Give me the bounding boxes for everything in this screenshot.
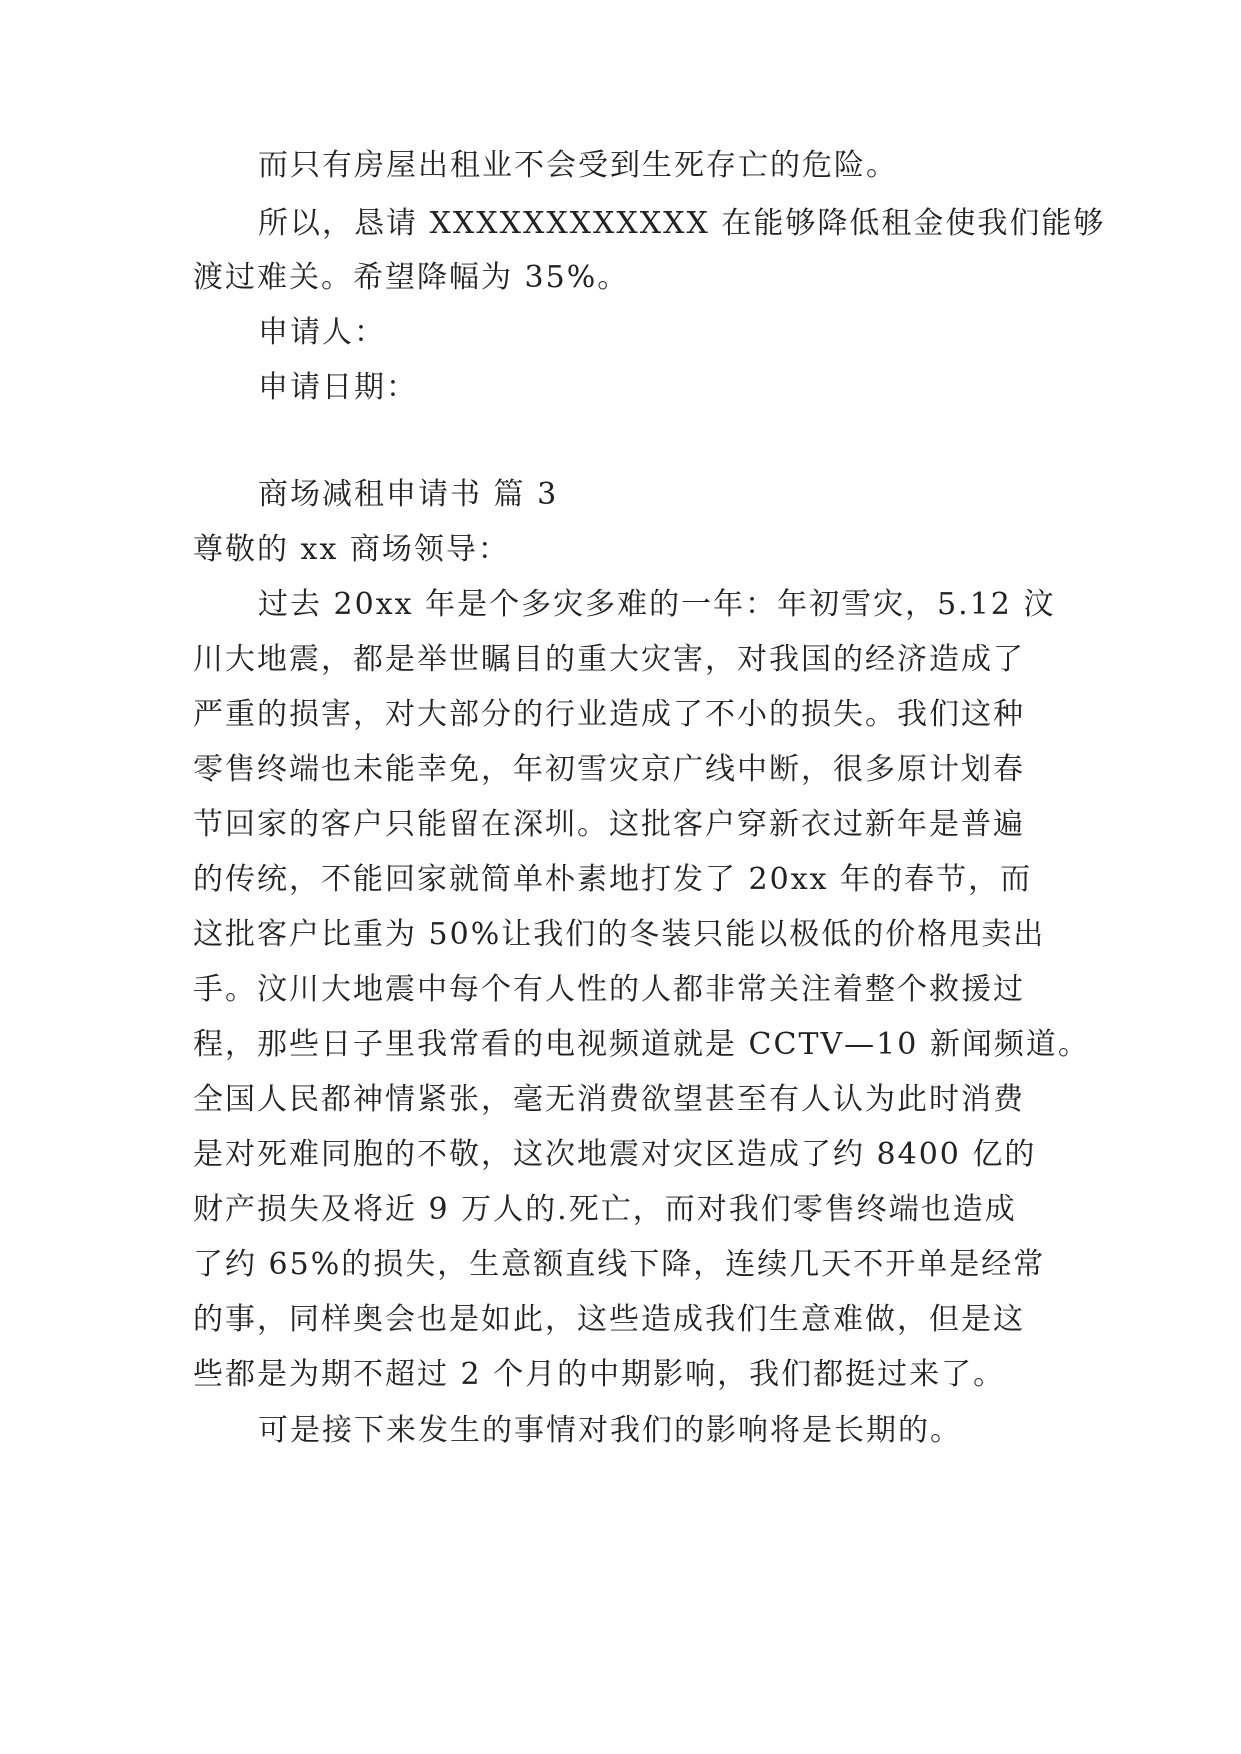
paragraph-line: 全国人民都神情紧张，毫无消费欲望甚至有人认为此时消费 [193, 1082, 1025, 1117]
paragraph-line: 节回家的客户只能留在深圳。这批客户穿新衣过新年是普遍 [193, 807, 1025, 842]
paragraph-line: 程，那些日子里我常看的电视频道就是 CCTV—10 新闻频道。 [193, 1027, 1090, 1062]
paragraph-line: 川大地震，都是举世瞩目的重大灾害，对我国的经济造成了 [193, 642, 1025, 677]
paragraph-line: 些都是为期不超过 2 个月的中期影响，我们都挺过来了。 [193, 1357, 1006, 1392]
paragraph-line: 零售终端也未能幸免，年初雪灾京广线中断，很多原计划春 [193, 752, 1025, 787]
paragraph-line: 是对死难同胞的不敬，这次地震对灾区造成了约 8400 亿的 [193, 1137, 1037, 1172]
paragraph-line: 了约 65%的损失，生意额直线下降，连续几天不开单是经常 [193, 1247, 1046, 1282]
paragraph-line: 过去 20xx 年是个多灾多难的一年：年初雪灾，5.12 汶 [258, 587, 1056, 622]
salutation: 尊敬的 xx 商场领导： [193, 532, 510, 567]
section-title: 商场减租申请书 篇 3 [258, 477, 559, 512]
applicant-label: 申请人： [258, 315, 386, 350]
paragraph-line: 财产损失及将近 9 万人的.死亡，而对我们零售终端也造成 [193, 1192, 1017, 1227]
paragraph-line: 所以，恳请 XXXXXXXXXXXX 在能够降低租金使我们能够 [258, 206, 1106, 241]
paragraph-line: 的传统，不能回家就简单朴素地打发了 20xx 年的春节，而 [193, 862, 1033, 897]
paragraph-line: 渡过难关。希望降幅为 35%。 [193, 260, 630, 295]
paragraph-line: 的事，同样奥会也是如此，这些造成我们生意难做，但是这 [193, 1302, 1025, 1337]
paragraph-line: 手。汶川大地震中每个有人性的人都非常关注着整个救援过 [193, 972, 1025, 1007]
paragraph-line: 而只有房屋出租业不会受到生死存亡的危险。 [258, 148, 898, 183]
application-date-label: 申请日期： [258, 370, 418, 405]
paragraph-line: 严重的损害，对大部分的行业造成了不小的损失。我们这种 [193, 697, 1025, 732]
paragraph-line: 可是接下来发生的事情对我们的影响将是长期的。 [258, 1413, 962, 1448]
paragraph-line: 这批客户比重为 50%让我们的冬装只能以极低的价格甩卖出 [193, 917, 1046, 952]
